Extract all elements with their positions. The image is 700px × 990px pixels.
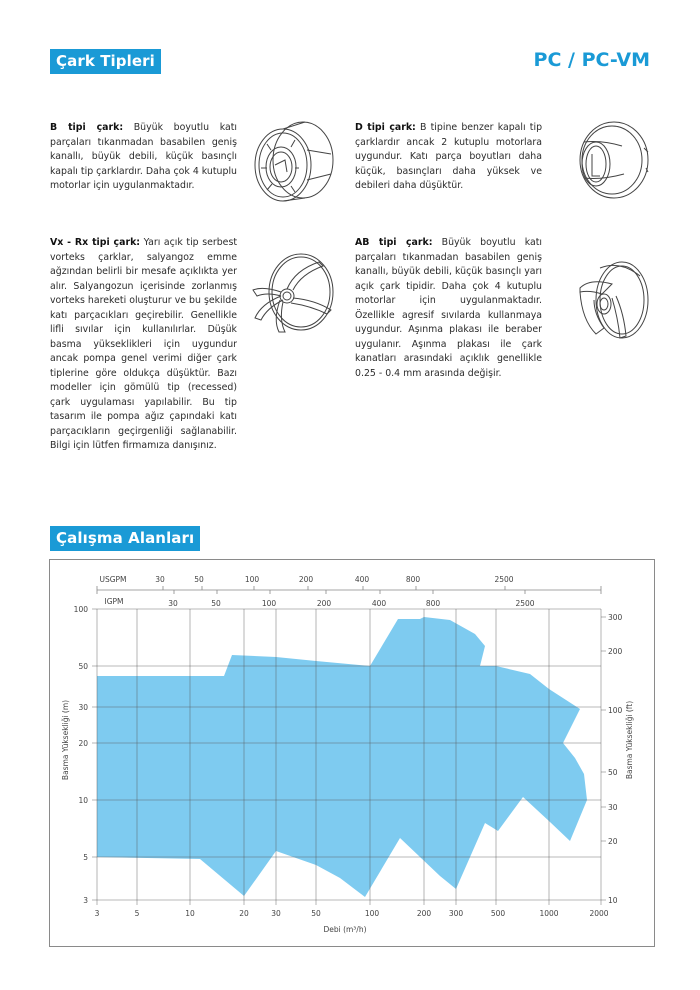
- y-right-tick: 300: [608, 613, 623, 622]
- x-tick: 2000: [589, 909, 609, 918]
- impeller-d-name: D tipi çark:: [355, 122, 416, 133]
- x-tick: 300: [448, 909, 464, 918]
- igpm-tick: 800: [425, 599, 441, 608]
- brand-title: PC / PC-VM: [533, 49, 650, 71]
- igpm-tick: 50: [211, 599, 221, 608]
- usgpm-tick: 800: [405, 575, 421, 584]
- y-axis-label-right: Basma Yüksekliği (ft): [625, 700, 634, 780]
- x-tick: 10: [185, 909, 195, 918]
- y-tick: 30: [78, 703, 88, 712]
- impeller-d-text: B tipine benzer kapalı tip çarklardır ancak 2 kutuplu motorlara uygundur. Katı parça boyutları daha küçük, basınçları daha yüksek ve debileri daha düşüktür.: [355, 122, 543, 191]
- usgpm-tick: 50: [194, 575, 204, 584]
- x-tick: 20: [239, 909, 249, 918]
- y-right-tick: 100: [608, 706, 623, 715]
- y-axis-label-left: Basma Yüksekliği (m): [61, 699, 70, 781]
- x-tick: 100: [364, 909, 380, 918]
- igpm-label: IGPM: [104, 597, 124, 606]
- x-tick: 50: [311, 909, 321, 918]
- usgpm-tick: 400: [354, 575, 370, 584]
- x-tick: 5: [134, 909, 140, 918]
- y-tick: 10: [78, 796, 88, 805]
- x-tick: 3: [94, 909, 100, 918]
- usgpm-tick: 2500: [494, 575, 514, 584]
- impeller-ab-name: AB tipi çark:: [355, 237, 433, 248]
- x-tick: 200: [416, 909, 432, 918]
- y-right-tick: 30: [608, 803, 618, 812]
- y-tick: 50: [78, 662, 88, 671]
- y-tick: 100: [73, 605, 88, 614]
- usgpm-label: USGPM: [99, 575, 127, 584]
- x-axis-label: Debi (m³/h): [323, 925, 367, 934]
- y-tick: 5: [83, 853, 88, 862]
- impeller-b-name: B tipi çark:: [50, 122, 124, 133]
- impeller-ab-text: Büyük boyutlu katı parçaları tıkanmadan basabilen geniş kanallı, büyük debili, küçük basınçlı yarı açık çark tipidir. Daha çok 4 kutuplu motorlar için uygulanmaktadır. Özellikle agresif sıvılarda kullanmaya uygundur. Aşınma plakası ile beraber uygulanır. Aşınma plakası ile çark kanatları arasındaki açıklık genellikle 0.25 - 0.4 mm arasında değişir.: [355, 237, 542, 379]
- section-title-operating-ranges: Çalışma Alanları: [50, 526, 200, 551]
- igpm-tick: 400: [371, 599, 387, 608]
- igpm-tick: 200: [316, 599, 332, 608]
- x-tick: 500: [490, 909, 506, 918]
- y-right-tick: 50: [608, 768, 618, 777]
- impeller-vx-rx-text: Yarı açık tip serbest vorteks çarklar, salyangoz emme ağzından belirli bir mesafe açıklıkta yer alır. Salyangozun içerisinde zorlanmış vorteks hareketi oluşturur ve bu şekilde katı parçacıkları geçirebilir. Genellikle lifli sıvılar için kullanılırlar. Düşük basma yükseklikleri için uygundur ancak pompa genel verimi diğer çark tiplerine göre oldukça düşüktür. Bazı modeller için gömülü tip (recessed) çark uygulaması yapılabilir. Bu tip tasarım ile pompa ağız çapındaki katı parçacıkların geçirgenliği sağlanabilir. Bilgi için lütfen firmamıza danışınız.: [50, 237, 238, 451]
- y-right-tick: 10: [608, 896, 618, 905]
- igpm-tick: 100: [261, 599, 277, 608]
- x-tick: 1000: [539, 909, 559, 918]
- y-right-tick: 20: [608, 837, 618, 846]
- usgpm-tick: 200: [298, 575, 314, 584]
- y-tick: 20: [78, 739, 88, 748]
- section-title-impeller-types: Çark Tipleri: [50, 49, 161, 74]
- impeller-vx-rx-name: Vx - Rx tipi çark:: [50, 237, 141, 248]
- usgpm-tick: 100: [244, 575, 260, 584]
- igpm-tick: 2500: [515, 599, 535, 608]
- y-right-tick: 200: [608, 647, 623, 656]
- igpm-tick: 30: [168, 599, 178, 608]
- impeller-b-text: Büyük boyutlu katı parçaları tıkanmadan basabilen geniş kanallı, büyük debili, küçük basınçlı kapalı tip çarklardır. Daha çok 4 kutuplu motorlar için uygulanmaktadır.: [50, 122, 237, 191]
- x-tick: 30: [271, 909, 281, 918]
- operating-envelope-area: [97, 617, 587, 897]
- y-tick: 3: [83, 896, 88, 905]
- usgpm-tick: 30: [155, 575, 165, 584]
